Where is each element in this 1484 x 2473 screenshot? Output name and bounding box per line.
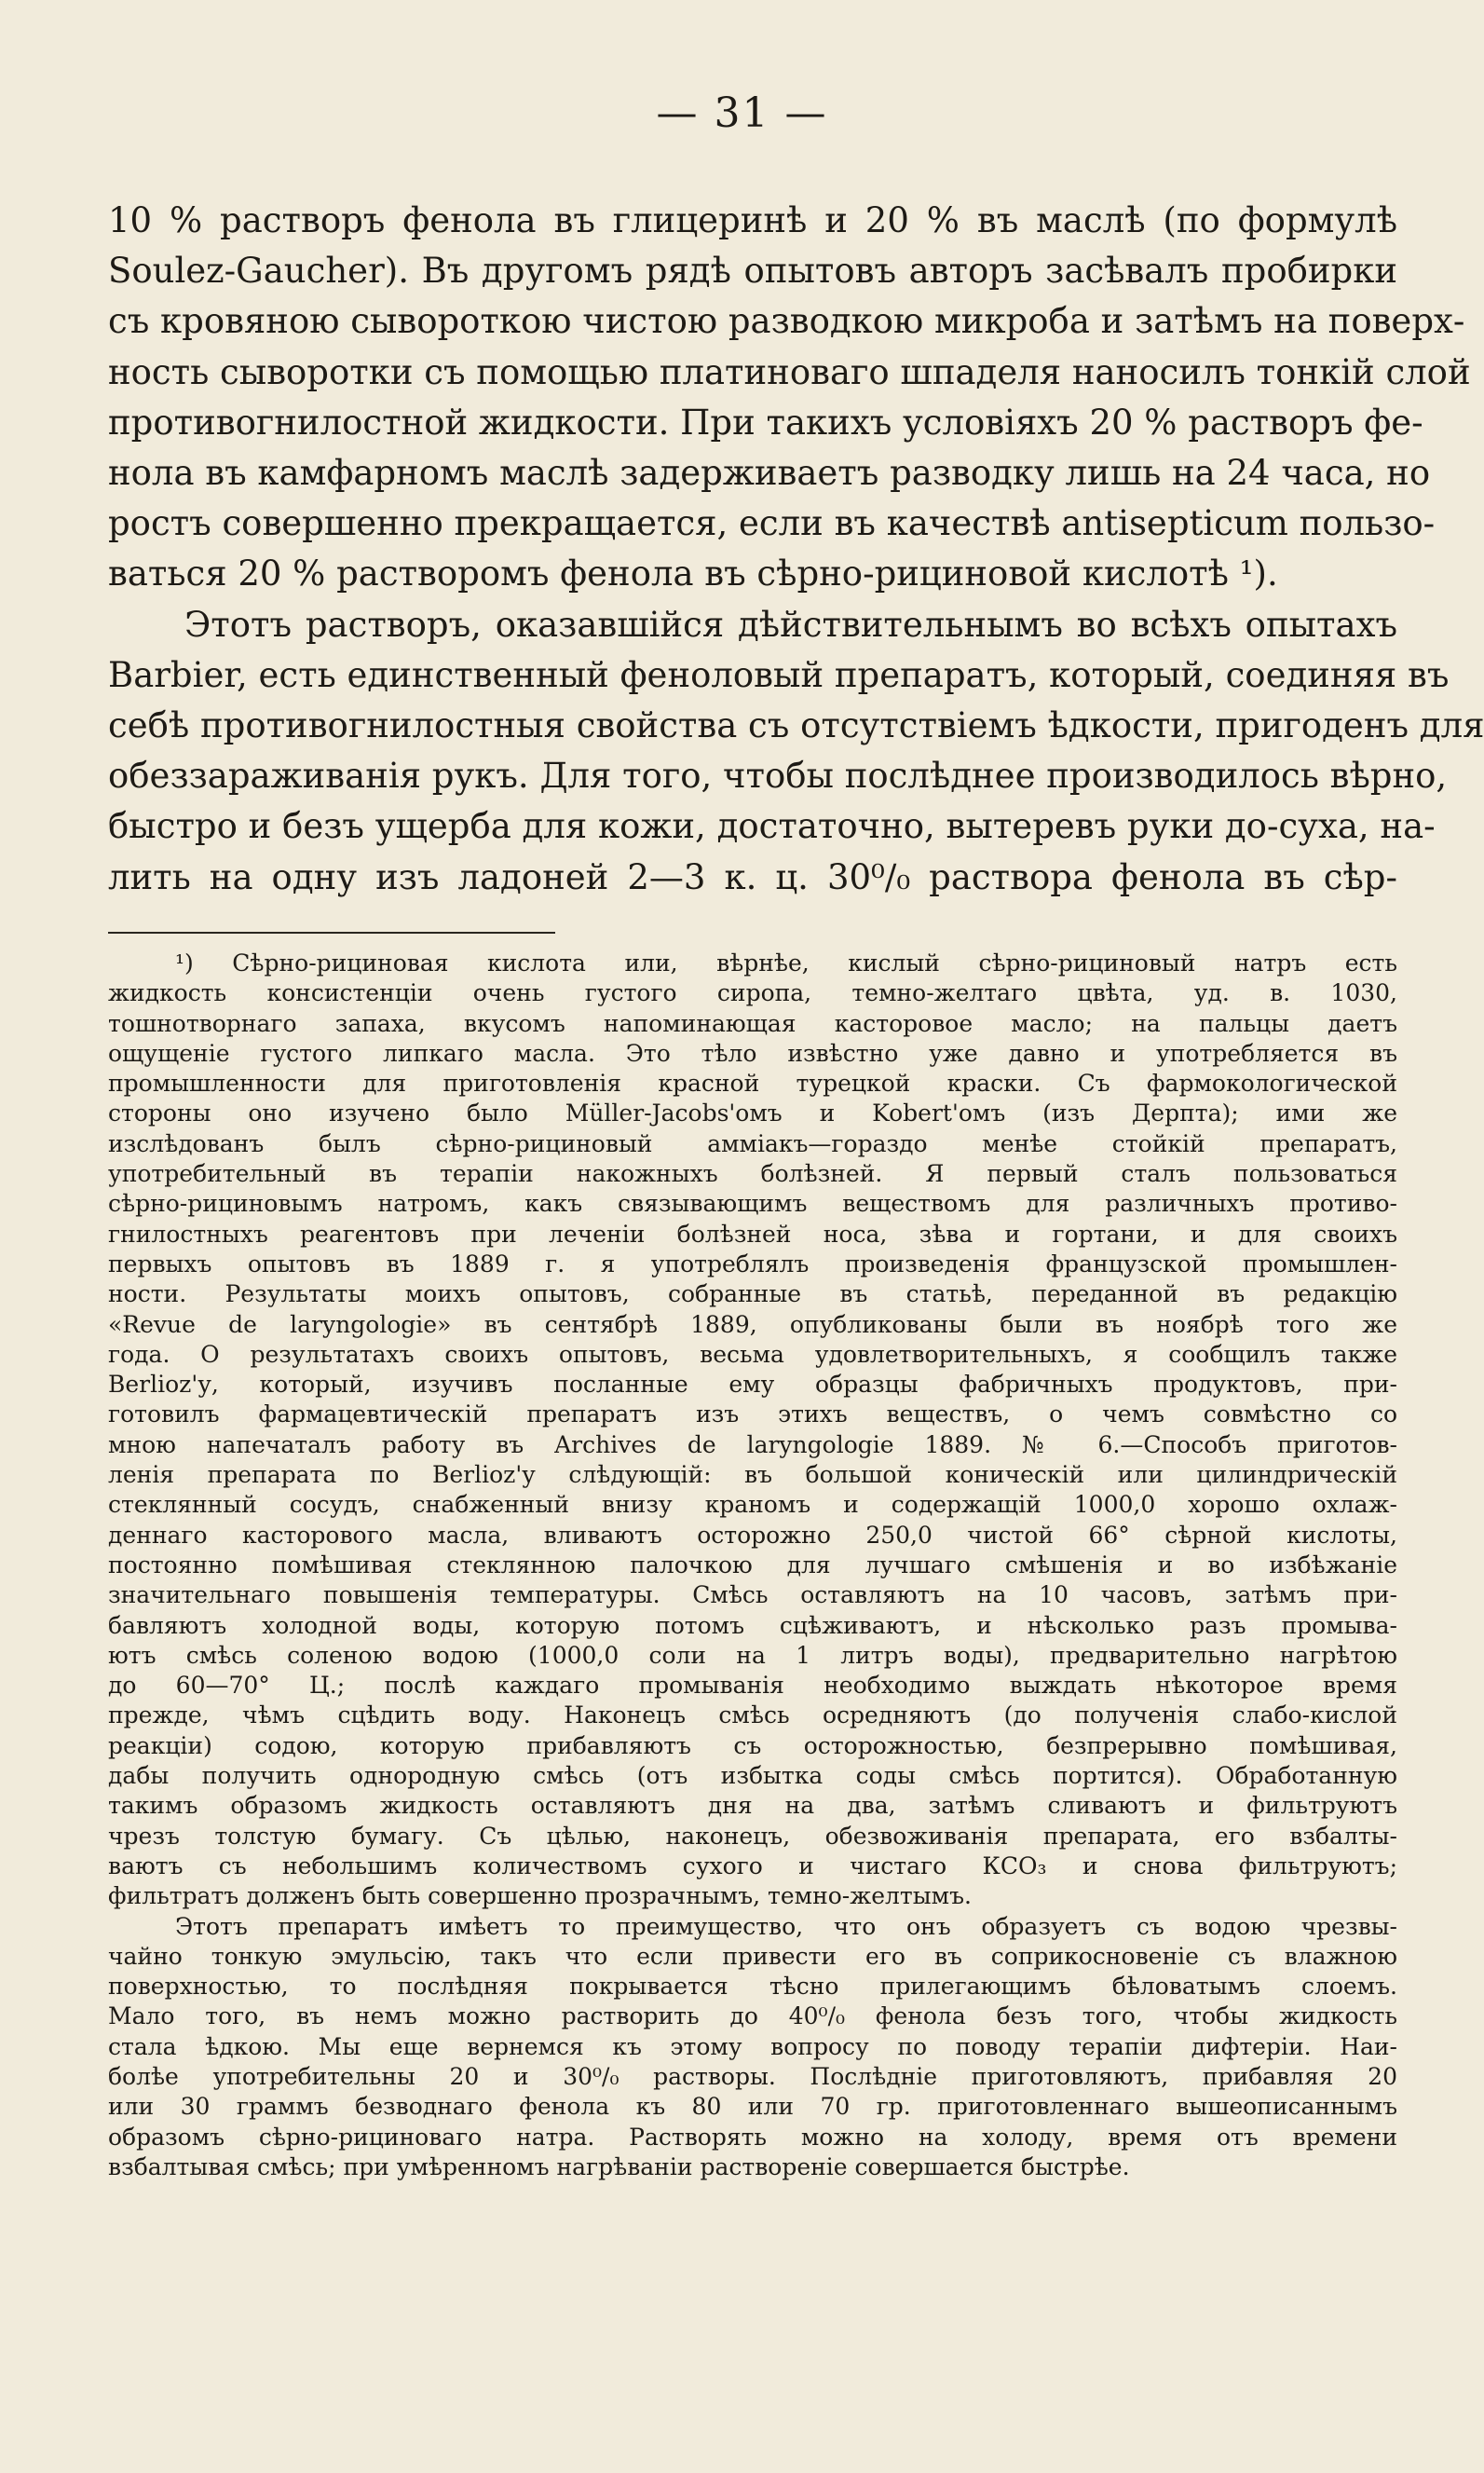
footnote-line: стала ѣдкою. Мы еще вернемся къ этому вопросу по поводу терапіи дифтеріи. Наи- <box>108 2032 1397 2060</box>
footnote-line: готовилъ фармацевтическій препаратъ изъ этихъ веществъ, о чемъ совмѣстно со <box>108 1400 1397 1428</box>
footnote-line: «Revue de laryngologie» въ сентябрѣ 1889, опубликованы были въ ноябрѣ того же <box>108 1310 1397 1338</box>
footnote-line: или 30 граммъ безводнаго фенола къ 80 или 70 гр. приготовленнаго вышеописаннымъ <box>108 2093 1397 2121</box>
footnote-separator <box>108 932 555 934</box>
main-line: Soulez-Gaucher). Въ другомъ рядѣ опытовъ авторъ засѣвалъ пробирки <box>108 251 1397 292</box>
main-line: ваться 20 % растворомъ фенола въ сѣрно-рициновой кислотѣ ¹). <box>108 553 1278 594</box>
footnote-line: реакціи) содою, которую прибавляютъ съ осторожностью, безпрерывно помѣшивая, <box>108 1731 1397 1759</box>
footnote-line: бавляютъ холодной воды, которую потомъ сцѣживаютъ, и нѣсколько разъ промыва- <box>108 1611 1397 1639</box>
footnote-line: образомъ сѣрно-рициноваго натра. Растворять можно на холоду, время отъ времени <box>108 2123 1397 2151</box>
footnote-line: болѣе употребительны 20 и 30⁰/₀ растворы. Послѣдніе приготовляютъ, прибавляя 20 <box>108 2062 1397 2090</box>
footnote-line: тошнотворнаго запаха, вкусомъ напоминающая касторовое масло; на пальцы даетъ <box>108 1009 1397 1037</box>
footnote-line: такимъ образомъ жидкость оставляютъ дня на два, затѣмъ сливаютъ и фильтруютъ <box>108 1792 1397 1820</box>
footnote-line: промышленности для приготовленія красной турецкой краски. Съ фармокологической <box>108 1070 1397 1098</box>
main-line: нола въ камфарномъ маслѣ задерживаетъ разводку лишь на 24 часа, но <box>108 453 1431 494</box>
main-line: обеззараживанія рукъ. Для того, чтобы послѣднее производилось вѣрно, <box>108 756 1448 797</box>
main-line: ность сыворотки съ помощью платиноваго шпаделя наносилъ тонкій слой <box>108 351 1471 392</box>
footnote-line: ленія препарата по Berlioz'у слѣдующій: въ большой коническій или цилиндрическій <box>108 1461 1397 1489</box>
footnote-line: Berlioz'у, который, изучивъ посланные ему образцы фабричныхъ продуктовъ, при- <box>108 1371 1397 1399</box>
footnote-line: прежде, чѣмъ сцѣдить воду. Наконецъ смѣсь осредняютъ (до полученія слабо-кислой <box>108 1701 1397 1729</box>
main-line: быстро и безъ ущерба для кожи, достаточно, вытеревъ руки до-суха, на- <box>108 806 1436 847</box>
footnote-line: чрезъ толстую бумагу. Съ цѣлью, наконецъ, обезвоживанія препарата, его взбалты- <box>108 1822 1397 1850</box>
footnote <box>108 949 1397 2182</box>
footnote-line: взбалтывая смѣсь; при умѣренномъ нагрѣваніи раствореніе совершается быстрѣе. <box>108 2152 1130 2180</box>
footnote-line: Этотъ препаратъ имѣетъ то преимущество, что онъ образуетъ съ водою чрезвы- <box>175 1912 1397 1940</box>
main-line: съ кровяною сывороткою чистою разводкою микроба и затѣмъ на поверх- <box>108 301 1465 342</box>
main-line: Этотъ растворъ, оказавшійся дѣйствительнымъ во всѣхъ опытахъ <box>184 604 1397 645</box>
footnote-line: значительнаго повышенія температуры. Смѣсь оставляютъ на 10 часовъ, затѣмъ при- <box>108 1581 1397 1609</box>
footnote-line: стеклянный сосудъ, снабженный внизу краномъ и содержащій 1000,0 хорошо охлаж- <box>108 1491 1397 1519</box>
footnote-line: чайно тонкую эмульсію, такъ что если привести его въ соприкосновеніе съ влажною <box>108 1942 1397 1970</box>
footnote-line: фильтратъ долженъ быть совершенно прозрачнымъ, темно-желтымъ. <box>108 1882 972 1910</box>
footnote-line: ¹) Сѣрно-рициновая кислота или, вѣрнѣе, кислый сѣрно-рициновый натръ есть <box>175 950 1397 977</box>
footnote-line: поверхностью, то послѣдняя покрывается тѣсно прилегающимъ бѣловатымъ слоемъ. <box>108 1973 1397 2001</box>
footnote-line: стороны оно изучено было Müller-Jacobs'омъ и Kobert'омъ (изъ Дерпта); ими же <box>108 1100 1397 1127</box>
footnote-line: ощущеніе густого липкаго масла. Это тѣло извѣстно уже давно и употребляется въ <box>108 1039 1397 1067</box>
footnote-line: постоянно помѣшивая стеклянною палочкою для лучшаго смѣшенія и во избѣжаніе <box>108 1551 1397 1578</box>
main-line: Barbier, есть единственный феноловый препаратъ, который, соединяя въ <box>108 654 1450 695</box>
footnote-line: изслѣдованъ былъ сѣрно-рициновый амміакъ—гораздо менѣе стойкій препаратъ, <box>108 1129 1397 1157</box>
footnote-line: ности. Результаты моихъ опытовъ, собранные въ статьѣ, переданной въ редакцію <box>108 1280 1397 1308</box>
footnote-line: жидкость консистенціи очень густого сиропа, темно-желтаго цвѣта, уд. в. 1030, <box>108 979 1397 1007</box>
main-line: ростъ совершенно прекращается, если въ качествѣ antisepticum пользо- <box>108 503 1436 544</box>
footnote-line: гнилостныхъ реагентовъ при леченіи болѣзней носа, зѣва и гортани, и для своихъ <box>108 1220 1397 1248</box>
main-line: себѣ противогнилостныя свойства съ отсутствіемъ ѣдкости, пригоденъ для <box>108 705 1484 746</box>
main-line: 10 % растворъ фенола въ глицеринѣ и 20 % въ маслѣ (по формулѣ <box>108 200 1397 240</box>
footnote-line: употребительный въ терапіи накожныхъ болѣзней. Я первый сталъ пользоваться <box>108 1160 1397 1188</box>
footnote-line: сѣрно-рициновымъ натромъ, какъ связывающимъ веществомъ для различныхъ противо- <box>108 1190 1397 1218</box>
footnote-line: до 60—70° Ц.; послѣ каждаго промыванія необходимо выждать нѣкоторое время <box>108 1672 1397 1700</box>
footnote-line: ваютъ съ небольшимъ количествомъ сухого и чистаго КСО₃ и снова фильтруютъ; <box>108 1851 1397 1879</box>
main-text <box>108 196 1484 903</box>
footnote-line: дабы получить однородную смѣсь (отъ избытка соды смѣсь портится). Обработанную <box>108 1762 1397 1790</box>
footnote-line: деннаго касторового масла, вливаютъ осторожно 250,0 чистой 66° сѣрной кислоты, <box>108 1521 1397 1549</box>
page-number: — 31 — <box>656 89 828 137</box>
footnote-line: Мало того, въ немъ можно растворить до 40⁰/₀ фенола безъ того, чтобы жидкость <box>108 2002 1397 2030</box>
main-line: лить на одну изъ ладоней 2—3 к. ц. 30⁰/₀ раствора фенола въ сѣр- <box>108 856 1397 897</box>
footnote-line: первыхъ опытовъ въ 1889 г. я употреблялъ произведенія французской промышлен- <box>108 1250 1397 1277</box>
footnote-line: ютъ смѣсь соленою водою (1000,0 соли на 1 литръ воды), предварительно нагрѣтою <box>108 1641 1397 1669</box>
footnote-line: мною напечаталъ работу въ Archives de laryngologie 1889. № 6.—Способъ приготов- <box>108 1430 1397 1458</box>
footnote-line: года. О результатахъ своихъ опытовъ, весьма удовлетворительныхъ, я сообщилъ также <box>108 1340 1397 1368</box>
main-line: противогнилостной жидкости. При такихъ условіяхъ 20 % растворъ фе- <box>108 402 1423 443</box>
